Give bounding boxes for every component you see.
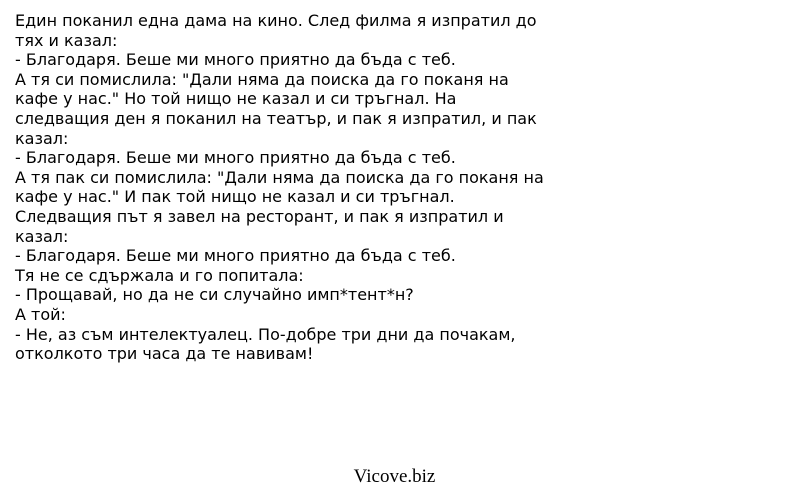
joke-line: Един поканил една дама на кино. След филма я изпратил до (15, 11, 537, 30)
joke-line: казал: (15, 128, 69, 148)
joke-line: А тя си помислила: "Дали няма да поиска да го поканя на (15, 69, 509, 89)
joke-line: - Не, аз съм интелектуалец. По-добре три дни да почакам, (15, 324, 516, 344)
joke-line: А той: (15, 304, 66, 324)
joke-line: следващия ден я поканил на театър, и пак я изпратил, и пак (15, 108, 537, 128)
joke-line: Тя не се сдържала и го попитала: (15, 265, 304, 285)
joke-line: - Благодаря. Беше ми много приятно да бъда с теб. (15, 246, 456, 266)
joke-line: Следващия път я завел на ресторант, и пак я изпратил и (15, 206, 504, 226)
site-watermark: Vicove.biz (353, 466, 436, 487)
joke-line: - Прощавай, но да не си случайно имп*тент*н? (15, 285, 414, 305)
joke-text (15, 11, 615, 364)
joke-line: А тя пак си помислила: "Дали няма да поиска да го поканя на (15, 167, 544, 187)
joke-line: кафе у нас." И пак той нищо не казал и си тръгнал. (15, 187, 455, 207)
joke-line: кафе у нас." Но той нищо не казал и си тръгнал. На (15, 89, 457, 109)
joke-line: казал: (15, 226, 69, 246)
joke-line: отколкото три часа да те навивам! (15, 344, 314, 364)
joke-line: тях и казал: (15, 30, 118, 50)
joke-line: - Благодаря. Беше ми много приятно да бъда с теб. (15, 148, 456, 168)
joke-line: - Благодаря. Беше ми много приятно да бъда с теб. (15, 50, 456, 70)
